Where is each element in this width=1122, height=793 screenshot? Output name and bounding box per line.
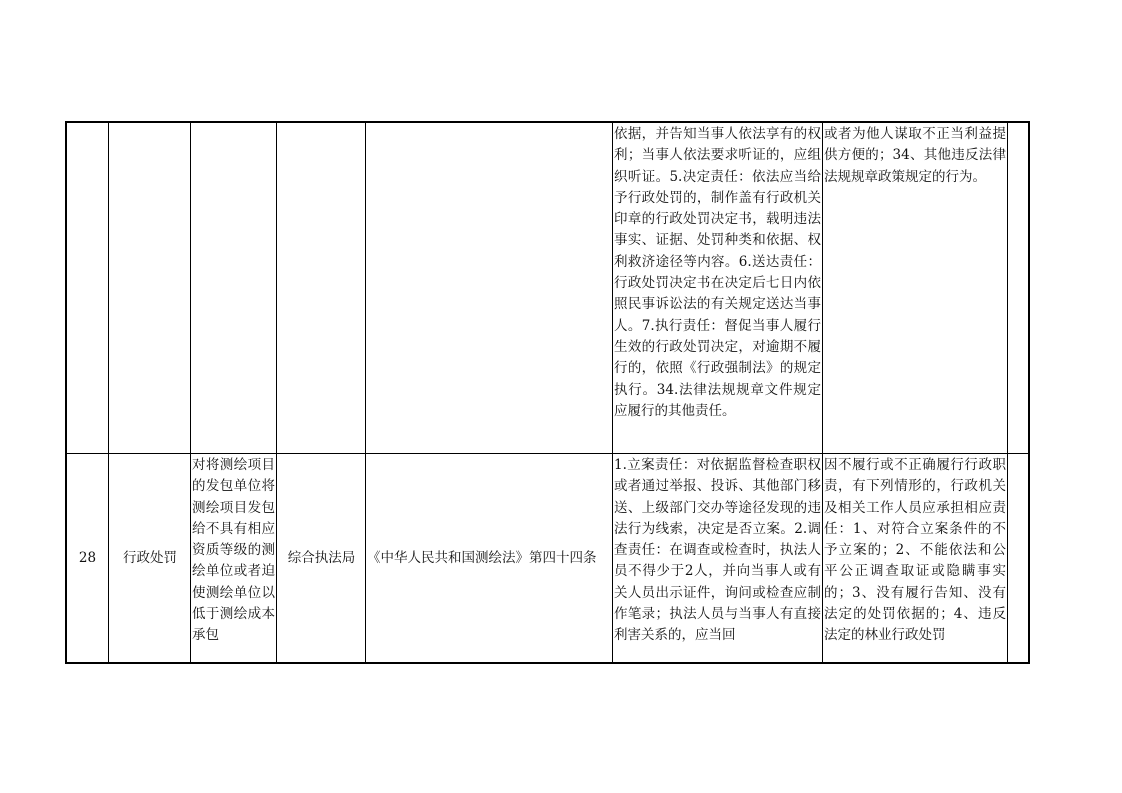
table-top-border: [65, 121, 1029, 123]
column-border: [822, 121, 823, 664]
cell-basis: [367, 455, 611, 662]
cell-content: 对将测绘项目的发包单位将测绘项目发包给不具有相应资质等级的测绘单位或者迫使测绘单位以低于测绘成本承包: [192, 457, 275, 644]
table-bottom-border: [65, 662, 1029, 664]
cell-basis: [367, 124, 612, 453]
column-border: [108, 121, 109, 664]
cell-content: [192, 124, 276, 453]
cell-responsibility: 依据，并告知当事人依法享有的权利；当事人依法要求听证的，应组织听证。5.决定责任：依法应当给予行政处罚的，制作盖有行政机关印章的行政处罚决定书，载明违法事实、证据、处罚种类和依据、权利救济途径等内容。6.送达责任：行政处罚决定书在决定后七日内依照民事诉讼法的有关规定送达当事人。7.执行责任：督促当事人履行生效的行政处罚决定，对逾期不履行的，依照《行政强制法》的规定执行。34.法律法规规章文件规定应履行的其他责任。: [614, 126, 821, 419]
cell-number: 28: [78, 549, 97, 566]
cell-basis-text: 《中华人民共和国测绘法》第四十四条: [367, 549, 597, 566]
row-divider: [65, 453, 1029, 454]
cell-accountability: 因不履行或不正确履行行政职责，有下列情形的，行政机关及相关工作人员应承担相应责任：1、对符合立案条件的不予立案的；2、不能依法和公平公正调查取证或隐瞒事实的；3、没有履行告知、没有法定的处罚依据的；4、违反法定的林业行政处罚: [824, 457, 1006, 644]
cell-accountability: 或者为他人谋取不正当利益提供方便的；34、其他违反法律法规规章政策规定的行为。: [824, 126, 1006, 185]
cell-category: [110, 124, 190, 453]
column-border: [1028, 121, 1030, 664]
column-border: [276, 121, 277, 664]
cell-remarks: [1009, 455, 1027, 662]
column-border: [1007, 121, 1008, 664]
cell-department: [278, 124, 365, 453]
cell-department: 综合执法局: [287, 549, 356, 566]
column-border: [365, 121, 366, 664]
column-border: [190, 121, 191, 664]
cell-remarks: [1009, 124, 1027, 453]
column-border: [612, 121, 613, 664]
cell-category: 行政处罚: [123, 549, 177, 566]
cell-responsibility: 1.立案责任：对依据监督检查职权或者通过举报、投诉、其他部门移送、上级部门交办等途径发现的违法行为线索，决定是否立案。2.调查责任：在调查或检查时，执法人员不得少于2人，并向当事人或有关人员出示证件，询问或检查应制作笔录；执法人员与当事人有直接利害关系的，应当回: [614, 457, 821, 644]
cell-number: [68, 124, 108, 453]
